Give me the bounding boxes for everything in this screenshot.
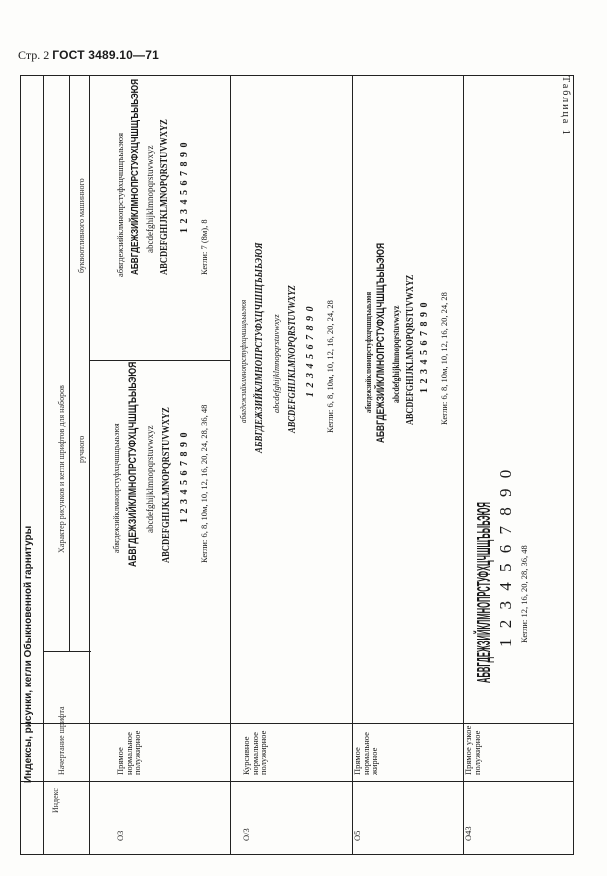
standard-number: ГОСТ 3489.10—71 — [52, 48, 159, 62]
table-label: Таблица 1 — [560, 76, 571, 137]
sample-lower-cyr: абвгдежзийклмнопрстуфхцчшщъыьэюя — [111, 423, 121, 553]
rotated-table-content — [20, 75, 572, 853]
sample-digits: 1 2 3 4 5 6 7 8 9 0 — [419, 301, 430, 393]
column-header-character: Характер рисунков и кегли шрифтов для наборов — [57, 385, 66, 553]
sample-upper-cyr: АБВГДЕЖЗИЙКЛМНОПРСТУФХЦЧШЩЪЫЬЭЮЯ — [253, 242, 265, 453]
sample-sizes: Кегли: 12, 16, 20, 28, 36, 48 — [519, 545, 529, 643]
column-header-machine: буквоотливного машинного — [77, 178, 86, 273]
sample-digits: 1 2 3 4 5 6 7 8 9 0 — [496, 466, 515, 647]
sample-upper-lat: ABCDEFGHIJKLMNOPQRSTUVWXYZ — [161, 407, 172, 563]
sample-digits: 1 2 3 4 5 6 7 8 9 0 — [305, 305, 316, 397]
sample-upper-lat: ABCDEFGHIJKLMNOPQRSTUVWXYZ — [287, 285, 298, 433]
sample-lower-cyr: абвгдежзийклмнопрстуфхцчшщъыьэюя — [239, 299, 248, 423]
sample-upper-cyr: АБВГДЕЖЗИЙКЛМНОПРСТУФХЦЧШЩЪЫЬЭЮЯ — [127, 361, 139, 567]
sample-lower-lat: abcdefghijklmnopqrstuvwxyz — [271, 314, 281, 413]
machine-lower-lat: abcdefghijklmnopqrstuvwxyz — [145, 145, 155, 253]
sample-lower-cyr: абвгдежзийклмнопрстуфхцчшщъыьэюя — [363, 291, 373, 413]
sample-lower-lat: abcdefghijklmnopqrstuvwxyz — [391, 305, 401, 403]
column-header-index: Индекс — [51, 788, 60, 813]
machine-digits: 1 2 3 4 5 6 7 8 9 0 — [179, 141, 190, 233]
row-style: Прямое нормальное жирное — [352, 732, 379, 775]
sample-upper-cyr: АБВГДЕЖЗИЙКЛМНОПРСТУФХЦЧШЩЪЫЬЭЮЯ — [474, 502, 494, 683]
column-header-manual: ручного — [77, 435, 86, 463]
machine-upper-lat: ABCDEFGHIJKLMNOPQRSTUVWXYZ — [159, 119, 170, 275]
machine-sizes: Кегли: 7 (8м), 8 — [199, 219, 209, 275]
table-title: Индексы, рисунки, кегли Обыкновенной гарнитуры — [23, 525, 34, 783]
sample-sizes: Кегли: 6, 8, 10м, 10, 12, 16, 20, 24, 28 — [325, 300, 335, 433]
row-index: О5 — [352, 830, 362, 841]
sample-upper-cyr: АБВГДЕЖЗИЙКЛМНОПРСТУФХЦЧШЩЪЫЬЭЮЯ — [375, 242, 387, 443]
sample-lower-lat: abcdefghijklmnopqrstuvwxyz — [145, 425, 155, 533]
page-number: Стр. 2 — [18, 48, 50, 62]
sample-sizes: Кегли: 6, 8, 10м, 10, 12, 16, 20, 24, 28, 36, 48 — [199, 404, 209, 563]
row-index: О3 — [115, 830, 125, 841]
row-index: О/3 — [241, 828, 251, 841]
sample-upper-lat: ABCDEFGHIJKLMNOPQRSTUVWXYZ — [405, 274, 416, 425]
machine-upper-cyr: АБВГДЕЖЗИЙКЛМНОПРСТУФХЦЧШЩЪЫЬЭЮЯ — [129, 79, 141, 275]
sample-digits: 1 2 3 4 5 6 7 8 9 0 — [179, 431, 190, 523]
machine-lower-cyr: абвгдежзийклмнопрстуфхцчшщъыьэюя — [115, 132, 125, 277]
sample-sizes: Кегли: 6, 8, 10м, 10, 12, 16, 20, 24, 28 — [439, 292, 449, 425]
column-header-style: Начертание шрифта — [57, 706, 66, 775]
row-style: Курсивное нормальное полужирное — [241, 730, 268, 775]
page-header — [18, 48, 159, 63]
row-index: О43 — [463, 826, 473, 841]
row-style: Прямое нормальное полужирное — [115, 730, 142, 775]
row-style: Прямое узкое полужирное — [463, 725, 482, 775]
